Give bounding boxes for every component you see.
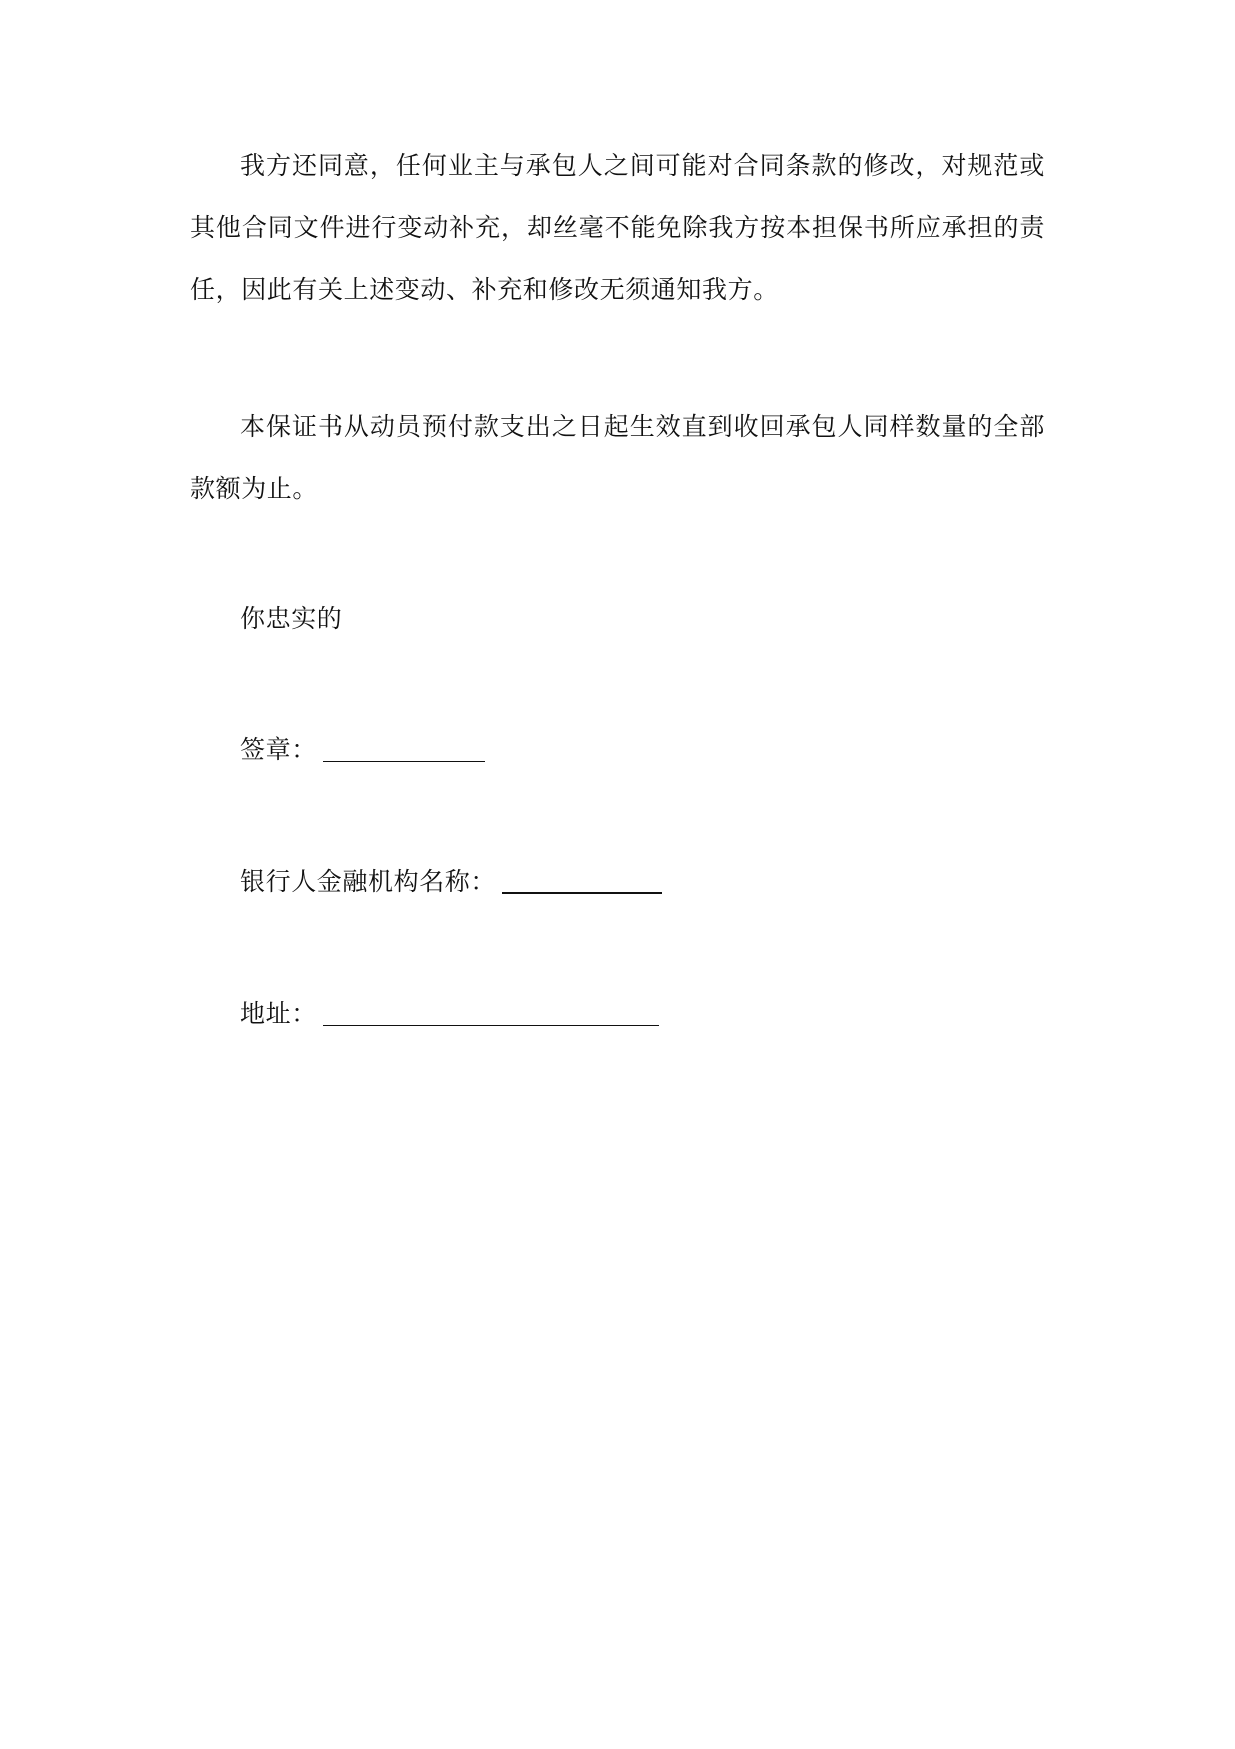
paragraph-validity: 本保证书从动员预付款支出之日起生效直到收回承包人同样数量的全部款额为止。 [190, 412, 1045, 503]
signature-blank-field[interactable] [323, 733, 485, 762]
bank-name-blank-field[interactable] [502, 864, 662, 894]
signature-label: 签章： [240, 735, 317, 764]
bank-name-label: 银行人金融机构名称： [240, 867, 497, 896]
address-label: 地址： [240, 999, 317, 1028]
bank-name-line [240, 862, 662, 902]
address-blank-field[interactable] [323, 997, 659, 1026]
closing-text: 你忠实的 [240, 604, 343, 633]
signature-line [240, 730, 485, 770]
paragraph-consent: 我方还同意，任何业主与承包人之间可能对合同条款的修改，对规范或其他合同文件进行变动补充，却丝毫不能免除我方按本担保书所应承担的责任，因此有关上述变动、补充和修改无须通知我方。 [190, 151, 1045, 304]
address-line [240, 994, 659, 1034]
